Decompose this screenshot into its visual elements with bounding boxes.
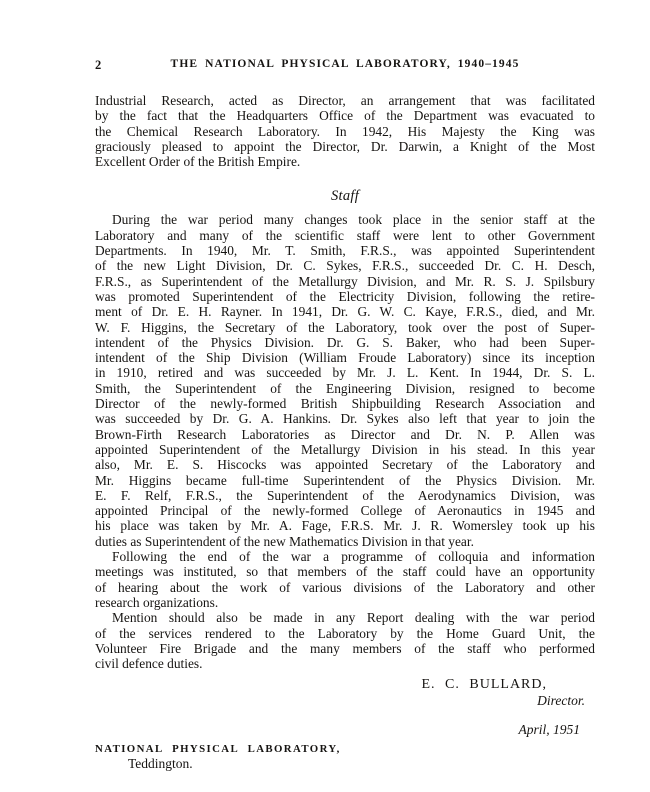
text-line: Mr. Higgins became full-time Superintendent of the Physics Division. Mr. [95,472,595,488]
section-heading-staff: Staff [330,188,360,205]
text-line: W. F. Higgins, the Secretary of the Laboratory, took over the post of Super- [95,319,595,335]
text-line: graciously pleased to appoint the Director, Dr. Darwin, a Knight of the Most [95,138,595,154]
text-line: E. F. Relf, F.R.S., the Superintendent of the Aerodynamics Division, was [95,487,595,503]
intro-paragraph [95,93,595,169]
signature-date: April, 1951 [518,722,580,738]
text-line: Industrial Research, acted as Director, an arrangement that was facilitated [95,93,595,108]
paragraph-war-service [95,610,595,671]
text-line: Brown-Firth Research Laboratories as Director and Dr. N. P. Allen was [95,426,595,442]
footer-imprint [95,743,595,772]
text-line: intendent of the Physics Division. Dr. G. S. Baker, who had been Super- [95,334,595,350]
signature-block [95,676,595,737]
signature-role: Director. [537,693,585,709]
text-line: Laboratory and many of the scientific staff were lent to other Government [95,227,595,243]
text-line: meetings was instituted, so that members of the staff could have an opportunity [95,564,595,580]
text-line: the Chemical Research Laboratory. In 1942, His Majesty the King was [95,123,595,139]
running-header [95,58,595,73]
footer-institution: NATIONAL PHYSICAL LABORATORY, [95,743,341,755]
text-line: Following the end of the war a programme of colloquia and information [112,549,595,565]
text-line: F.R.S., as Superintendent of the Metallurgy Division, and Mr. R. S. J. Spilsbury [95,273,595,289]
page-number: 2 [95,58,102,72]
text-line: appointed Superintendent of the Metallurgy Division in his stead. In this year [95,441,595,457]
text-line: research organizations. [95,594,219,610]
text-line: civil defence duties. [95,656,203,672]
text-line: Director of the newly-formed British Shipbuilding Research Association and [95,396,595,412]
text-line: During the war period many changes took place in the senior staff at the [112,212,595,228]
text-line: Smith, the Superintendent of the Engineering Division, resigned to become [95,380,595,396]
text-line: Departments. In 1940, Mr. T. Smith, F.R.S., was appointed Superintendent [95,243,595,259]
signature-name: E. C. BULLARD, [421,677,547,693]
text-line: also, Mr. E. S. Hiscocks was appointed Secretary of the Laboratory and [95,457,595,473]
text-column [95,0,595,737]
running-header-title: THE NATIONAL PHYSICAL LABORATORY, 1940–1945 [170,58,520,70]
text-line: by the fact that the Headquarters Office of the Department was evacuated to [95,108,595,124]
text-line: Excellent Order of the British Empire. [95,154,301,170]
text-line: duties as Superintendent of the new Mathematics Division in that year. [95,533,474,549]
text-line: Volunteer Fire Brigade and the many members of the staff who performed [95,640,595,656]
text-line: ment of Dr. E. H. Rayner. In 1941, Dr. G. W. C. Kaye, F.R.S., died, and Mr. [95,304,595,320]
text-line: was promoted Superintendent of the Electricity Division, following the retire- [95,288,595,304]
paragraph-colloquia [95,549,595,610]
text-line: his place was taken by Mr. A. Fage, F.R.S. Mr. J. R. Womersley took up his [95,518,595,534]
text-line: in 1910, retired and was succeeded by Mr. J. L. Kent. In 1944, Dr. S. L. [95,365,595,381]
text-line: of the new Light Division, Dr. C. Sykes, F.R.S., succeeded Dr. C. H. Desch, [95,258,595,274]
text-line: of the services rendered to the Laboratory by the Home Guard Unit, the [95,625,595,641]
text-line: Mention should also be made in any Report dealing with the war period [112,610,595,626]
text-line: appointed Principal of the newly-formed College of Aeronautics in 1945 and [95,503,595,519]
text-line: of hearing about the work of various divisions of the Laboratory and other [95,579,595,595]
paragraph-staff-changes [95,212,595,549]
text-line: was succeeded by Dr. G. A. Hankins. Dr. Sykes also left that year to join the [95,411,595,427]
text-line: intendent of the Ship Division (William Froude Laboratory) since its inception [95,350,595,366]
footer-location: Teddington. [128,756,193,771]
